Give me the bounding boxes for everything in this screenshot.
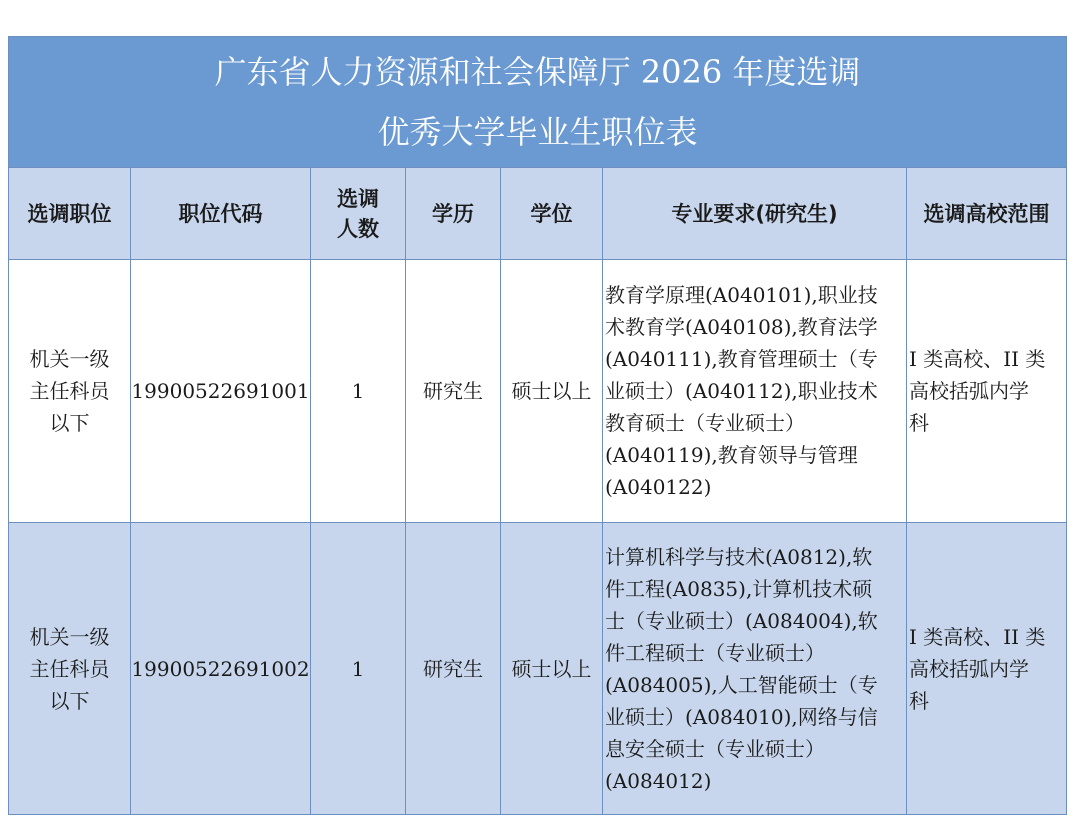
header-count-line2: 人数: [337, 216, 379, 241]
major-line: 息安全硕士（专业硕士）: [605, 736, 825, 761]
scope-line: 高校括弧内学: [909, 656, 1029, 681]
position-line: 以下: [49, 411, 90, 435]
row-position: [9, 523, 131, 815]
major-line: (A040119),教育领导与管理: [605, 443, 858, 467]
major-line: 业硕士）(A040112),职业技术: [605, 379, 878, 403]
header-major: 专业要求(研究生): [603, 168, 907, 260]
row-degree: 硕士以上: [501, 523, 603, 815]
header-scope: 选调高校范围: [907, 168, 1067, 260]
position-table: [8, 36, 1067, 815]
title-line-1: 广东省人力资源和社会保障厅 2026 年度选调: [214, 53, 861, 91]
row-scope: [907, 523, 1067, 815]
position-line: 主任科员: [29, 656, 110, 681]
row-degree: 硕士以上: [501, 260, 603, 523]
title-line-2: 优秀大学毕业生职位表: [377, 113, 698, 151]
header-code: 职位代码: [131, 168, 311, 260]
major-line: 计算机科学与技术(A0812),软: [605, 544, 873, 569]
position-line: 主任科员: [29, 379, 110, 403]
row-position: [9, 260, 131, 523]
row-code: 19900522691002: [131, 523, 311, 815]
row-major: [603, 523, 907, 815]
major-line: 教育硕士（专业硕士）: [605, 411, 805, 435]
position-line: 机关一级: [29, 347, 110, 371]
row-education: 研究生: [406, 523, 501, 815]
header-position: 选调职位: [9, 168, 131, 260]
major-line: 教育学原理(A040101),职业技: [605, 283, 878, 307]
scope-line: 科: [909, 688, 929, 713]
scope-line: 高校括弧内学: [909, 379, 1029, 403]
header-row: [9, 168, 1067, 260]
major-line: (A084012): [605, 768, 712, 793]
row-code: 19900522691001: [131, 260, 311, 523]
major-line: 术教育学(A040108),教育法学: [605, 315, 878, 339]
header-degree: 学位: [501, 168, 603, 260]
row-major: [603, 260, 907, 523]
row-scope: [907, 260, 1067, 523]
table-title: [9, 37, 1067, 168]
major-line: 业硕士）(A084010),网络与信: [605, 704, 878, 729]
row-count: 1: [311, 260, 406, 523]
major-line: 士（专业硕士）(A084004),软: [605, 608, 878, 633]
table-row: [9, 260, 1067, 523]
table-row: [9, 523, 1067, 815]
row-count: 1: [311, 523, 406, 815]
major-line: (A040122): [605, 475, 712, 499]
major-line: (A084005),人工智能硕士（专: [605, 672, 878, 697]
header-count: [311, 168, 406, 260]
major-line: (A040111),教育管理硕士（专: [605, 347, 878, 371]
position-line: 以下: [49, 688, 90, 713]
major-line: 件工程硕士（专业硕士）: [605, 640, 825, 665]
major-line: 件工程(A0835),计算机技术硕: [605, 576, 873, 601]
header-education: 学历: [406, 168, 501, 260]
scope-line: 科: [909, 411, 929, 435]
position-line: 机关一级: [29, 624, 110, 649]
scope-line: I 类高校、II 类: [909, 347, 1046, 371]
row-education: 研究生: [406, 260, 501, 523]
header-count-line1: 选调: [337, 186, 379, 211]
scope-line: I 类高校、II 类: [909, 624, 1046, 649]
